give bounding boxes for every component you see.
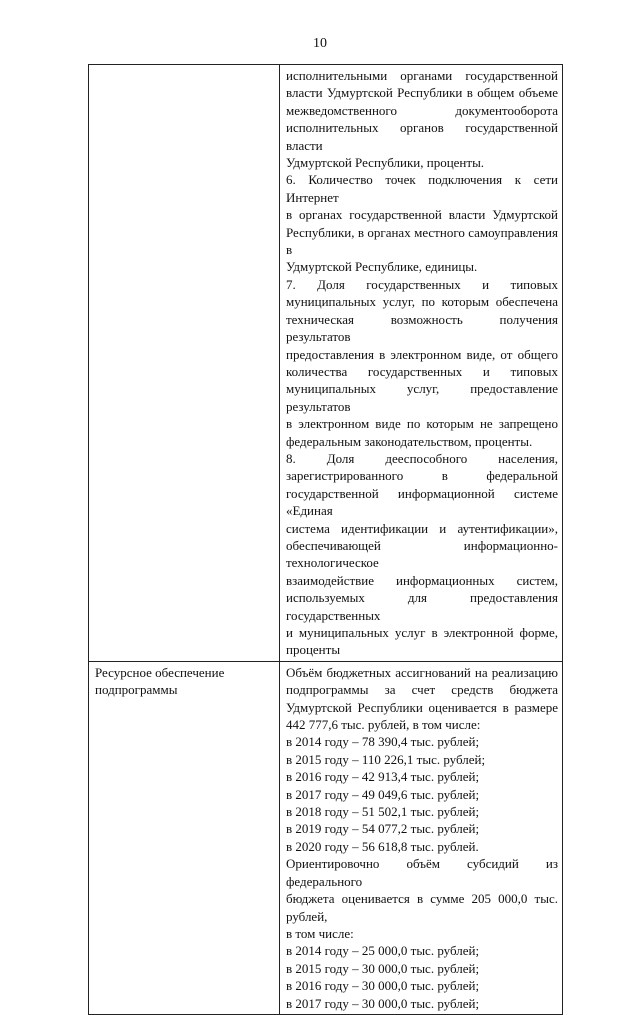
text-line: в 2014 году – 78 390,4 тыс. рублей; [286, 734, 480, 750]
text-line: в электронном виде по которым не запрещено [286, 416, 558, 432]
text-line: государственной информационной системе «Единая [286, 485, 558, 519]
text-line: власти Удмуртской Республики в общем объеме [286, 85, 558, 101]
text-line: в 2018 году – 51 502,1 тыс. рублей; [286, 804, 480, 820]
text-line: в том числе: [286, 925, 354, 941]
text-line: в 2017 году – 30 000,0 тыс. рублей; [286, 995, 480, 1011]
row-label-cell [89, 65, 280, 662]
row-label-cell [89, 661, 280, 1014]
text-line: Республики, в органах местного самоуправления в [286, 224, 558, 258]
funding-text [286, 664, 558, 1012]
text-line: Объём бюджетных ассигнований на реализацию [286, 664, 558, 680]
text-line: Удмуртской Республики, проценты. [286, 155, 485, 171]
text-line: взаимодействие информационных систем, [286, 572, 558, 588]
row-value-cell [280, 65, 563, 662]
subprogram-passport-table [88, 64, 563, 1015]
text-line: подпрограммы за счет средств бюджета [286, 682, 558, 698]
table-row [89, 661, 563, 1014]
text-line: бюджета оценивается в сумме 205 000,0 тыс. рублей, [286, 891, 558, 924]
text-line: Удмуртской Республике, единицы. [286, 259, 478, 275]
text-line: предоставления в электронном виде, от общего [286, 346, 558, 362]
text-line: зарегистрированного в федеральной [286, 468, 558, 484]
text-line: обеспечивающей информационно-технологическое [286, 537, 558, 571]
text-line: количества государственных и типовых [286, 363, 558, 379]
row-label-line: Ресурсное обеспечение [95, 664, 225, 680]
table-row [89, 65, 563, 662]
text-line: система идентификации и аутентификации», [286, 520, 558, 536]
text-line: Ориентировочно объём субсидий из федерального [286, 856, 558, 889]
row-label-line: подпрограммы [95, 682, 178, 698]
text-line: в 2014 году – 25 000,0 тыс. рублей; [286, 943, 480, 959]
page-number: 10 [313, 36, 327, 51]
text-line: и муниципальных услуг в электронной форме, [286, 625, 558, 640]
text-line: 6. Количество точек подключения к сети Интернет [286, 172, 558, 205]
text-line: межведомственного документооборота [286, 102, 558, 118]
text-line: исполнительными органами государственной [286, 68, 558, 83]
text-line: федеральным законодательством, проценты. [286, 433, 533, 449]
text-line: 442 777,6 тыс. рублей, в том числе: [286, 717, 481, 733]
text-line: проценты [286, 642, 341, 658]
text-line: в органах государственной власти Удмуртской [286, 207, 558, 223]
text-line: техническая возможность получения результатов [286, 311, 558, 345]
text-line: в 2016 году – 30 000,0 тыс. рублей; [286, 978, 480, 994]
text-line: используемых для предоставления государственных [286, 590, 558, 623]
text-line: в 2015 году – 30 000,0 тыс. рублей; [286, 960, 480, 976]
indicators-text [286, 67, 558, 659]
text-line: в 2020 году – 56 618,8 тыс. рублей. [286, 838, 479, 854]
text-line: исполнительных органов государственной власти [286, 120, 558, 153]
text-line: в 2016 году – 42 913,4 тыс. рублей; [286, 769, 480, 785]
text-line: 7. Доля государственных и типовых [286, 276, 558, 292]
text-line: в 2019 году – 54 077,2 тыс. рублей; [286, 821, 480, 837]
text-line: муниципальных услуг, по которым обеспечена [286, 294, 558, 310]
text-line: Удмуртской Республики оценивается в размере [286, 699, 558, 715]
text-line: в 2015 году – 110 226,1 тыс. рублей; [286, 751, 486, 767]
text-line: муниципальных услуг, предоставление результатов [286, 381, 558, 414]
text-line: в 2017 году – 49 049,6 тыс. рублей; [286, 786, 480, 802]
row-value-cell [280, 661, 563, 1014]
text-line: 8. Доля дееспособного населения, [286, 450, 558, 466]
